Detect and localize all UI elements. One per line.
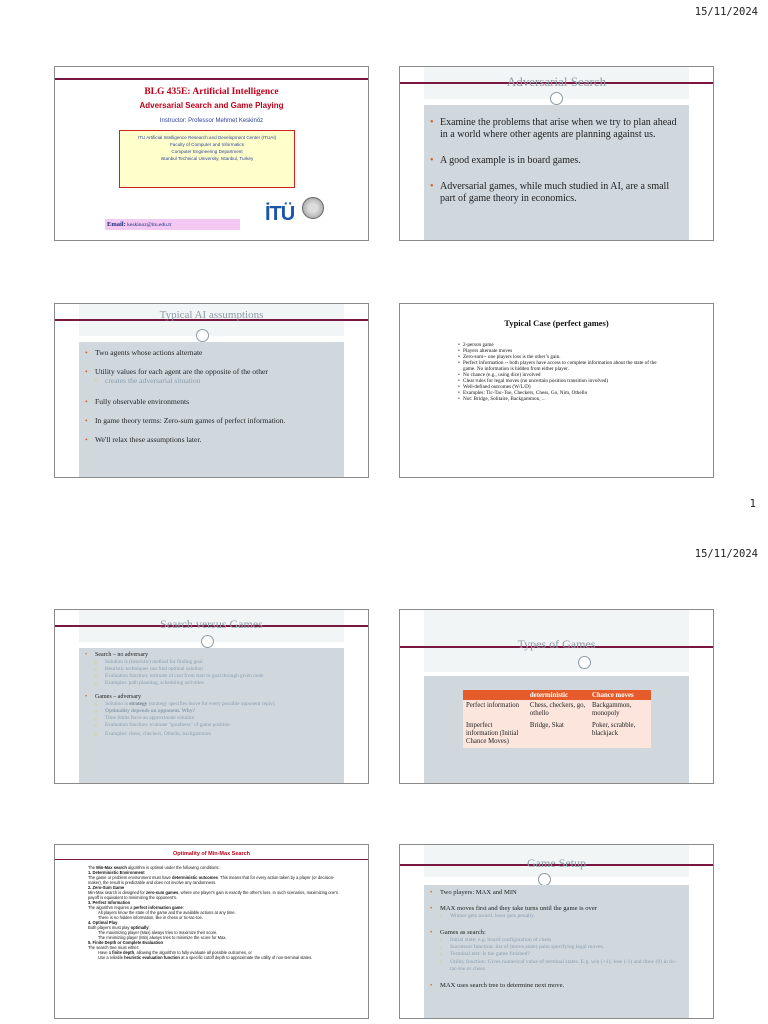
sub-item: All players know the state of the game and the available actions at any time.: [98, 910, 236, 915]
table-cell: Perfect information: [463, 700, 527, 720]
table-row: [463, 720, 651, 748]
typical-case-slide: [399, 303, 714, 478]
slide-title: Search versus Games: [160, 617, 263, 631]
circle-ornament-icon: [201, 635, 214, 648]
typical-case-list: [458, 342, 663, 402]
sub-item: There is no hidden information, like in chess or tic-tac-toe.: [98, 915, 203, 920]
accent-bar: [55, 78, 368, 80]
bullet-item: • Two agents whose actions alternate: [85, 348, 336, 357]
sub-item: The minimizing player (Min) always tries to minimize the score for Max.: [98, 935, 227, 940]
table-cell: Poker, scrabble, blackjack: [589, 720, 651, 748]
list-item: • Zero-sum-- one players loss is the other’s gain.: [458, 354, 663, 360]
slide-title: Typical AI assumptions: [159, 309, 264, 321]
slide-body: [79, 342, 344, 477]
bullet-item: • MAX uses search tree to determine next move.: [430, 982, 681, 989]
bullet-item: • Games as search:: [430, 929, 681, 936]
paragraph: Min-Max search is designed for zero-sum games, where one player's gain is exactly the other's loss. In such scenarios, maximizing one's payoff is equivalent to minimizing the opponent's.: [88, 890, 338, 900]
list-item: • No chance (e.g., using dice) involved: [458, 372, 663, 378]
affiliation-line: ITU Artificial Intelligence Research and Development Center (ITUAI): [137, 135, 277, 140]
sub-bullet-item: ○ Optimality depends on opponent. Why?: [85, 708, 338, 715]
search-versus-games-slide: [54, 609, 369, 784]
sub-item: Have a finite depth, allowing the algorithm to fully evaluate all possible outcomes, or: [98, 950, 252, 955]
table-header-cell: Chance moves: [589, 690, 651, 700]
slide-title: Types of Games: [517, 637, 596, 651]
paragraph: The game or problem environment must have deterministic outcomes. This means that for every action taken by a player (or decision-maker), the result is predictable and does not involve any randomness.: [88, 875, 335, 885]
sub-bullet-item: ○ Successor function: list of (move,state) pairs specifying legal moves.: [430, 944, 681, 951]
bullet-item: • MAX moves first and they take turns until the game is over: [430, 905, 681, 912]
sub-item: The maximizing player (Max) always tries to maximize their score.: [98, 930, 218, 935]
paragraph: Both players must play optimally:: [88, 925, 150, 930]
bullet-item: • In game theory terms: Zero-sum games of perfect information.: [85, 416, 336, 425]
affiliation-box: [119, 130, 295, 188]
paragraph: The search tree must either:: [88, 945, 140, 950]
sub-bullet-item: ○ Terminal test: Is the game finished?: [430, 951, 681, 958]
page-date: 15/11/2024: [694, 6, 758, 18]
affiliation-line: Istanbul Technical University, Istanbul, Turkey: [160, 156, 254, 161]
slide-body: [424, 885, 689, 1018]
bullet-item: • Two players: MAX and MIN: [430, 889, 681, 896]
slide-title: Adversarial Search: [506, 74, 607, 89]
page-number: 1: [749, 498, 756, 510]
condition-heading: 3. Perfect Information: [88, 900, 131, 905]
slide-body: [88, 865, 343, 960]
sub-bullet-item: ○ Time limits force an approximate solution: [85, 715, 338, 722]
paragraph: The Min-Max search algorithm is optimal under the following conditions:: [88, 865, 220, 870]
list-item: • Clear rules for legal moves (no uncertain position transition involved): [458, 378, 663, 384]
slide-title: Optimality of Min-Max Search: [172, 851, 250, 857]
bullet-item: • Adversarial games, while much studied in AI, are a small part of game theory in economics.: [430, 181, 681, 205]
slide-body: [424, 105, 689, 240]
bullet-item: • Fully observable environments: [85, 397, 336, 406]
types-of-games-table: [463, 690, 651, 748]
circle-ornament-icon: [196, 329, 209, 342]
slide-title: Game Setup: [527, 856, 586, 870]
slide-title: Typical Case (perfect games): [504, 318, 609, 328]
paragraph: The algorithm requires a perfect information game:: [88, 905, 184, 910]
sub-bullet-item: ○ creates the adversarial situation: [85, 376, 336, 385]
course-subtitle: Adversarial Search and Game Playing: [139, 101, 284, 110]
table-cell: Chess, checkers, go, othello: [527, 700, 589, 720]
table-row: [463, 700, 651, 720]
slide-body: [79, 648, 344, 783]
condition-heading: 1. Deterministic Environment: [88, 870, 145, 875]
bullet-item: • We'll relax these assumptions later.: [85, 435, 336, 444]
instructor-line: Instructor: Professor Mehmet Keskinöz: [159, 118, 264, 124]
email-label: Email:: [107, 221, 126, 228]
accent-bar: [55, 859, 368, 860]
university-seal-icon: [302, 197, 324, 219]
affiliation-line: Computer Engineering Department: [171, 149, 243, 154]
bullet-item: • Utility values for each agent are the opposite of the other: [85, 367, 336, 376]
sub-bullet-item: ○ Evaluation function: estimate of cost from start to goal through given node: [85, 673, 338, 680]
bullet-item: • Search – no adversary: [85, 652, 338, 659]
circle-ornament-icon: [578, 656, 591, 669]
itu-logo: İTÜ: [265, 203, 295, 225]
list-item: • Not: Bridge, Solitaire, Backgammon, ...: [458, 396, 663, 402]
bullet-item: • Games – adversary: [85, 694, 338, 701]
sub-bullet-item: ○ Heuristic techniques can find optimal solution: [85, 666, 338, 673]
bullet-item: • A good example is in board games.: [430, 155, 681, 167]
adversarial-search-slide: [399, 66, 714, 241]
table-header-cell: deterministic: [527, 690, 589, 700]
sub-bullet-item: ○ Utility function: Gives numerical value of terminal states. E.g. win (+1), lose (-1) and draw (0) in tic-tac-toe or chess: [430, 959, 681, 974]
sub-bullet-item: ○ Examples: path planning, scheduling activities: [85, 680, 338, 687]
list-item: • 2-person game: [458, 342, 663, 348]
table-cell: Backgammon, monopoly: [589, 700, 651, 720]
affiliation-line: Faculty of Computer and Informatics: [169, 142, 245, 147]
game-setup-slide: [399, 844, 714, 1019]
sub-bullet-item: ○ Winner gets award, loser gets penalty.: [430, 913, 681, 920]
condition-heading: 2. Zero-Sum Game: [88, 885, 125, 890]
types-of-games-slide: [399, 609, 714, 784]
table-cell: Imperfect information (Initial Chance Moves): [463, 720, 527, 748]
title-slide: [54, 66, 369, 241]
list-item: • Examples: Tic-Tac-Toe, Checkers, Chess, Go, Nim, Othello: [458, 390, 663, 396]
list-item: • Perfect information -- both players have access to complete information about the state of the game. No information is hidden from either player.: [458, 360, 663, 372]
sub-bullet-item: ○ Examples: chess, checkers, Othello, backgammon: [85, 731, 338, 738]
typical-ai-assumptions-slide: [54, 303, 369, 478]
bullet-item: • Examine the problems that arise when we try to plan ahead in a world where other agents are planning against us.: [430, 117, 681, 141]
sub-bullet-item: ○ Initial state: e.g. board configuration of chess: [430, 937, 681, 944]
table-header-cell: [463, 690, 527, 700]
table-header-row: [463, 690, 651, 700]
course-title: BLG 435E: Artificial Intelligence: [144, 87, 279, 97]
sub-bullet-item: ○ Evaluation function: evaluate "goodness" of game position: [85, 722, 338, 729]
sub-bullet-item: ○ Solution is (heuristic) method for finding goal: [85, 659, 338, 666]
optimality-minmax-slide: [54, 844, 369, 1019]
condition-heading: 4. Optimal Play: [88, 920, 118, 925]
email-box: [105, 219, 240, 230]
list-item: • Well-defined outcomes (W/L/D): [458, 384, 663, 390]
sub-item: Use a reliable heuristic evaluation function at a specific cutoff depth to approximate the utility of non-terminal states.: [98, 955, 313, 960]
email-address: keskinoz@itu.edu.tr: [125, 222, 172, 228]
condition-heading: 5. Finite Depth or Complete Evaluation: [88, 940, 164, 945]
circle-ornament-icon: [550, 92, 563, 105]
table-cell: Bridge, Skat: [527, 720, 589, 748]
sub-bullet-item: ○ Solution is strategy (strategy specifies move for every possible opponent reply).: [85, 701, 338, 708]
list-item: • Players alternate moves: [458, 348, 663, 354]
page-date: 15/11/2024: [694, 548, 758, 560]
